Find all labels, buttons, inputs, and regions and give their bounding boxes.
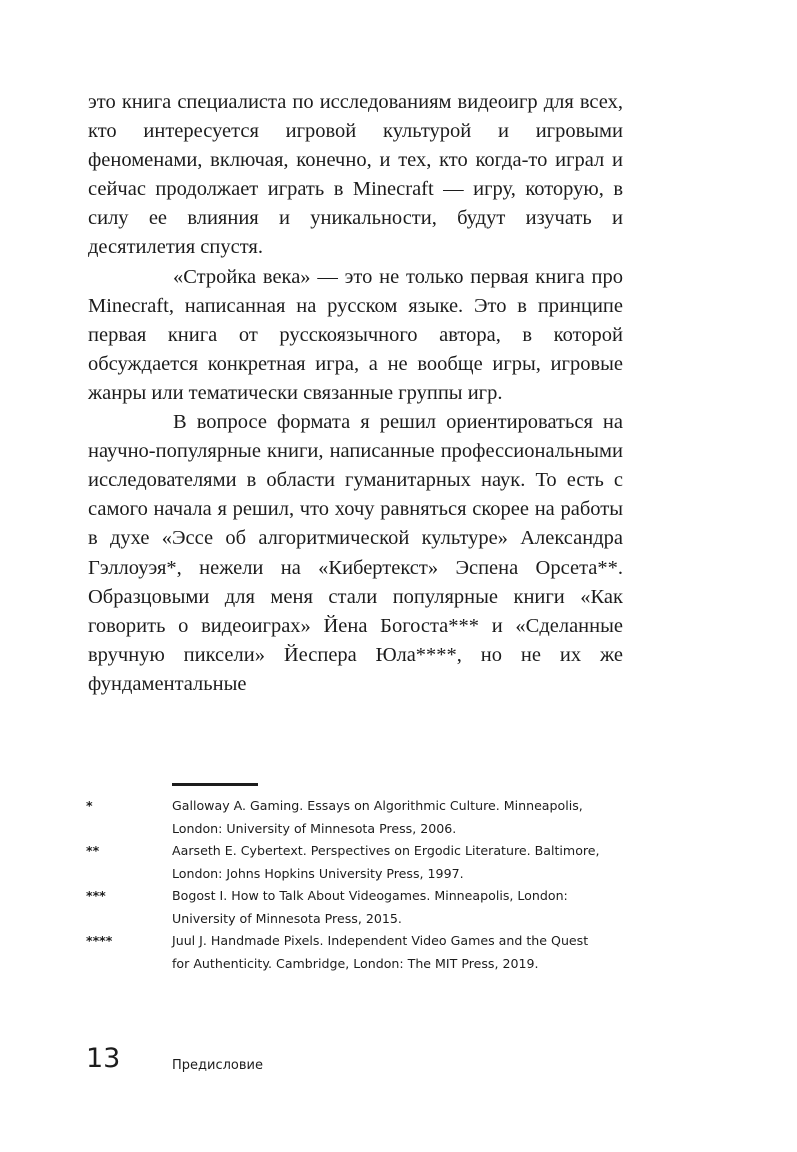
footnote-text: Galloway A. Gaming. Essays on Algorithmic Culture. Minneapolis, London: University of Minnesota Press, 2006. [172,798,583,836]
footnote-1 [86,795,606,840]
paragraph-2: «Стройка века» — это не только первая книга про Minecraft, написанная на русском языке. Это в принципе первая книга от русскоязычного автора, в которой обсуждается конкретная игра, а не вообще игры, игровые жанры или тематически связанные группы игр. [88,265,623,404]
footnote-4 [86,930,606,975]
footnote-mark: **** [86,933,113,948]
footnotes [86,795,606,975]
running-head: Предисловие [172,1058,263,1073]
footnote-mark: ** [86,843,100,858]
footnote-text: Juul J. Handmade Pixels. Independent Video Games and the Quest for Authenticity. Cambridge, London: The MIT Press, 2019. [172,933,589,971]
footnote-separator [172,783,258,786]
footnote-text: Aarseth E. Cybertext. Perspectives on Ergodic Literature. Baltimore, London: Johns Hopkins University Press, 1997. [172,843,600,881]
footnote-mark: *** [86,888,106,903]
paragraph-3: В вопросе формата я решил ориентироваться на научно-популярные книги, написанные профессиональными исследователями в области гуманитарных наук. То есть с самого начала я решил, что хочу равняться скорее на работы в духе «Эссе об алгоритмической культуре» Александра Гэллоуэя*, нежели на «Кибертекст» Эспена Орсета**. Образцовыми для меня стали популярные книги «Как говорить о видеоиграх» Йена Богоста*** и «Сделанные вручную пиксели» Йеспера Юла****, но не их же фундаментальные [88,411,623,695]
footnote-2 [86,840,606,885]
footnote-mark: * [86,798,93,813]
paragraph-1: это книга специалиста по исследованиям видеоигр для всех, кто интересуется игровой культурой и игровыми феноменами, включая, конечно, и тех, кто когда-то играл и сейчас продолжает играть в Minecraft — игру, которую, в силу ее влияния и уникальности, будут изучать и десятилетия спустя. [88,91,623,259]
footnote-text: Bogost I. How to Talk About Videogames. Minneapolis, London: University of Minnesota Press, 2015. [172,888,568,926]
footnote-3 [86,885,606,930]
body-text [88,88,623,699]
page-number: 13 [86,1043,121,1074]
